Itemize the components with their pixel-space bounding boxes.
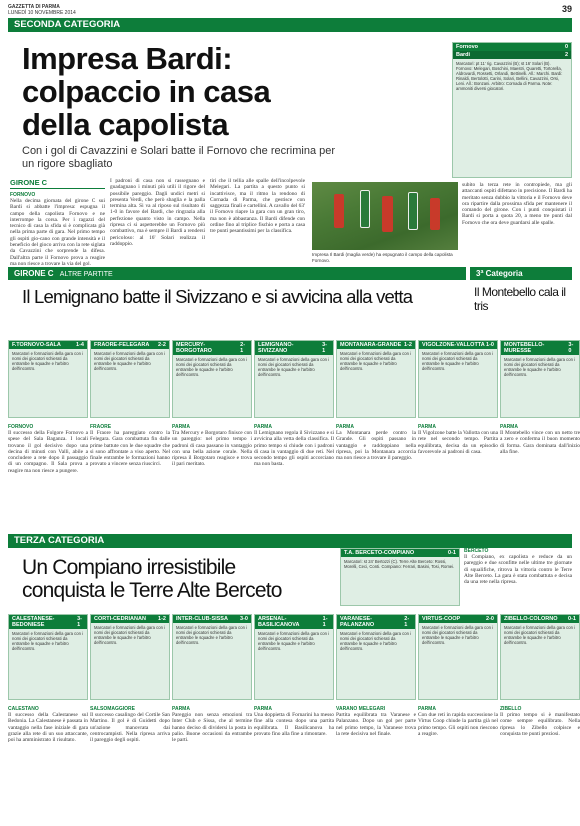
match-box: FRAORE-FELEGARA 2-2 Marcatori e formazioni della gara con i nomi dei giocatori schierati da entrambe le squadre e l'arbitro dell'incontro. — [90, 340, 170, 418]
match-score: 3-0 — [240, 616, 248, 622]
match-name: ZIBELLO-COLORNO — [504, 616, 558, 622]
report-place: VARANO MELEGARI — [336, 706, 386, 712]
match-report — [500, 706, 580, 822]
article-col-2: I padroni di casa non si rassegnano e guadagnano i minuti più utili il rigore del possibile pareggio. Dagli undici metri si presenta Verdi, che però sbaglia e la palla termina alta. Si va al riposo sul risultato di 1-0 in favore del Bardi, che ringrazia alla perfezione quanto visto in campo. Nella ripresa ci si aspetterebbe un Fornovo più combattivo, ma è sempre il Bardi a rendersi pericoloso: al 16' Solari realizza il raddoppio. — [110, 178, 205, 247]
match-report — [418, 424, 498, 528]
match-report — [90, 706, 170, 822]
photo-caption: Impresa Il Bardi (maglia verde) ha espugnato il campo della capolista Fornovo. — [312, 252, 453, 263]
match-box: CORTI-CEDRIANAN 1-2 Marcatori e formazioni della gara con i nomi dei giocatori schierati da entrambe le squadre e l'arbitro dell'incontro. — [90, 614, 170, 700]
match-score: 2-2 — [158, 342, 166, 348]
report-place: PARMA — [500, 424, 518, 430]
section-bar-girone-c: GIRONE C ALTRE PARTITE — [8, 267, 466, 280]
report-text: Pareggio non senza emozioni tra Inter Club e Sissa, che al termine hanno deciso di dividersi la posta in palio. Buone occasioni da entrambe le parti. — [172, 712, 252, 744]
match-score: 2-1 — [404, 616, 410, 628]
match-score: 1-2 — [158, 616, 166, 622]
match-box: MERCURY-BORGOTARO 2-1 Marcatori e formazioni della gara con i nomi dei giocatori schierati da entrambe le squadre e l'arbitro dell'incontro. — [172, 340, 252, 418]
match-box: LEMIGNANO-SIVIZZANO 3-1 Marcatori e formazioni della gara con i nomi dei giocatori schierati da entrambe le squadre e l'arbitro dell'incontro. — [254, 340, 334, 418]
match-score: 2-0 — [486, 616, 494, 622]
headline-montebello: Il Montebello cala il tris — [474, 285, 566, 313]
match-name: MONTEBELLO-MURESSE — [504, 342, 545, 354]
feature-text-berceto: BERCETO Il Compiano, ex capolista e reduce da un pareggio e due sconfitte nelle ultime tre giornate di squalifiche, ritrova la vittoria contro le Terre Alte Berceto. La gara è stata combattuta e decisa da una rete nella ripresa. — [464, 548, 572, 586]
report-place: PARMA — [254, 706, 272, 712]
match-report — [418, 706, 498, 822]
report-text: Partita equilibrata tra Varanese e Palanzano. Dopo un gol per parte nel primo tempo, la Varanese trova la rete decisiva nel finale. — [336, 712, 416, 737]
match-name: VIGOLZONE-VALLOTTA — [422, 342, 485, 348]
report-place: PARMA — [418, 424, 436, 430]
match-box: INTER-CLUB-SISSA 3-0 Marcatori e formazioni della gara con i nomi dei giocatori schierati da entrambe le squadre e l'arbitro dell'incontro. — [172, 614, 252, 700]
match-score: 1-0 — [486, 342, 494, 348]
report-place: SALSOMAGGIORE — [90, 706, 136, 712]
match-report — [336, 706, 416, 822]
match-report — [336, 424, 416, 528]
match-report — [8, 424, 88, 528]
match-name: FRAORE-FELEGARA — [94, 342, 150, 348]
masthead-date: LUNEDÌ 10 NOVEMBRE 2014 — [8, 10, 76, 16]
match-report — [90, 424, 170, 528]
article-col-4: subito la terza rete in contropiede, ma gli attaccanti ospiti difettano in precisione. Il Bardi ha meritato senza dubbio la vittoria e il Fornovo deve ora ripartire dalla prossima sfida per mantenere il comando del girone. Con i punti conquistati il Bardi si porta a quota 20, a meno tre punti dal Fornovo che ora deve guardarsi alle spalle. — [462, 182, 572, 226]
match-name: CORTI-CEDRIANAN — [94, 616, 146, 622]
report-text: Il Lemignano regola il Sivizzano e si avvicina alla vetta della classifica. Il primo tempo si chiude con i padroni di casa in vantaggio di due reti. Nel secondo tempo gli ospiti accorciano ma non basta. — [254, 430, 334, 468]
match-score: 1-4 — [76, 342, 84, 348]
report-text: Il primo tempo si è manifestato come sempre equilibrato. Nella ripresa lo Zibello colpisce e conquista tre punti preziosi. — [500, 712, 580, 737]
section-label: SECONDA CATEGORIA — [14, 19, 121, 30]
report-place: FORNOVO — [8, 424, 34, 430]
match-name: VARANESE-PALANZANO — [340, 616, 375, 628]
match-report — [8, 706, 88, 822]
match-box: CALESTANESE-BEDONIESE 3-1 Marcatori e formazioni della gara con i nomi dei giocatori schierati da entrambe le squadre e l'arbitro dell'incontro. — [8, 614, 88, 700]
headline-lemignano: Il Lemignano batte il Sivizzano e si avvicina alla vetta — [22, 286, 413, 307]
report-text: Il successo della Calestanese sul Bedonia. La Calestanese è passata in vantaggio nella fase iniziale di gara grazie alla rete di un suo attaccante, poi ha amministrato il risultato. — [8, 712, 88, 744]
report-place: PARMA — [172, 424, 190, 430]
score-box-fornovo-bardi: Fornovo 0 Bardi 2 Marcatori: pt 11' rig. Cavazzini (B); st 16' Solari (B). Fornovo: Melegari, Boschini, Maestri, Quaretti, Tortorella, Aldrovardi, Rossetti, Orlandi, Bettinelli. All.: Marchi. Bardi: Rinaldi, Bertolotti, Carini, Solari, Bellini, Cavazzini, Orsi, Leni. All.: Bonzani. Arbitro: Cornada di Parma. Note: ammoniti diversi giocatori. — [452, 42, 572, 178]
match-score: 1-1 — [322, 616, 328, 628]
match-report — [500, 424, 580, 528]
report-text: Con due reti in rapida successione la Virtus Coop chiude la partita già nel primo tempo. Gli ospiti non riescono a reagire. — [418, 712, 498, 737]
report-place: CALESTANO — [8, 706, 39, 712]
report-text: Il successo della Folgore Fornovo a spese del Sala Baganza. I locali trovano il gol decisivo dopo una decina di minuti con Valli, abile a concludere a rete dopo il passaggio di un compagno. Il Sala prova a reagire ma non riesce a pungere. — [8, 430, 88, 474]
match-box: ZIBELLO-COLORNO 0-1 Marcatori e formazioni della gara con i nomi dei giocatori schierati da entrambe le squadre e l'arbitro dell'incontro. — [500, 614, 580, 700]
match-score: 3-1 — [322, 342, 328, 354]
match-name: ARSENAL-BASILICANOVA — [258, 616, 300, 628]
match-report — [172, 706, 252, 822]
main-subhead: Con i gol di Cavazzini e Solari batte il Fornovo che recrimina per un rigore sbagliato — [22, 145, 336, 170]
match-box: F.TORNOVO-SALA 1-4 Marcatori e formazioni della gara con i nomi dei giocatori schierati da entrambe le squadre e l'arbitro dell'incontro. — [8, 340, 88, 418]
masthead-paper: GAZZETTA DI PARMA — [8, 4, 60, 10]
section-bar-seconda — [8, 18, 572, 32]
match-score: 1-2 — [404, 342, 412, 348]
match-box: MONTEBELLO-MURESSE 3-0 Marcatori e formazioni della gara con i nomi dei giocatori schierati da entrambe le squadre e l'arbitro dell'incontro. — [500, 340, 580, 418]
match-name: MONTANARA-GRANDE — [340, 342, 402, 348]
match-score: 2-1 — [240, 342, 246, 354]
masthead — [8, 4, 572, 16]
match-report — [254, 706, 334, 822]
score-box-berceto-compiano: T.A. BERCETO-COMPIANO 0-1 Marcatori: st 24' Bertozzi (C). Terre Alte Berceto: Rossi, Morelli, Ceci, Conti. Compiano: Ferrari, Basini, Tosi, Romei. — [340, 548, 460, 606]
match-score: 3-1 — [77, 616, 82, 628]
page-number: 39 — [561, 4, 572, 14]
main-headline: Impresa Bardi: colpaccio in casa della capolista — [22, 41, 271, 142]
article-col-3: tiri che il tellia alle spalle dell'incolpevole Melegari. La partita a questo punto si incattivisce, ma il ritmo la rendono di Cornada di Parma, che gestisce con saggezza finali e cartellini. A cavallo del 63' il Fornovo riapre la gara con un gran tiro, ma non è abbastanza. Il Bardi difende con ordine fino al triplice fischio e porta a casa tre punti pesantissimi per la classifica. — [210, 178, 305, 235]
section-bar-terza: TERZA CATEGORIA — [8, 534, 572, 548]
match-report — [254, 424, 334, 528]
match-box: VIGOLZONE-VALLOTTA 1-0 Marcatori e formazioni della gara con i nomi dei giocatori schierati da entrambe le squadre e l'arbitro dell'incontro. — [418, 340, 498, 418]
match-name: INTER-CLUB-SISSA — [176, 616, 228, 622]
match-name: CALESTANESE-BEDONIESE — [12, 616, 55, 628]
report-text: Una doppietta di Fornarini ha messo fine alla contesa dopo una partita equilibrata. Il Basilicanova ha provato fino alla fine a rimontare. — [254, 712, 334, 737]
match-report — [172, 424, 252, 528]
report-text: Il Vigolzone batte la Vallotta con una rete nel secondo tempo. Partita equilibrata, decisa da un episodio favorevole ai padroni di casa. — [418, 430, 499, 455]
match-photo — [312, 182, 458, 250]
report-text: Il Montebello vince con un netto tre a zero e conferma il buon momento di forma. Gara dominata dall'inizio alla fine. — [500, 430, 580, 455]
match-name: VIRTUS-COOP — [422, 616, 461, 622]
match-score: 0-1 — [568, 616, 576, 622]
match-name: MERCURY-BORGOTARO — [176, 342, 212, 354]
headline-compiano: Un Compiano irresistibile conquista le Terre Alte Berceto — [22, 556, 282, 602]
report-place: PARMA — [254, 424, 272, 430]
report-text: Il successo casalingo del Cortile San Martino. Il gol è di Guidetti dopo un'azione manovrata dai centrocampisti. Nella ripresa arriva il pareggio degli ospiti. — [90, 712, 170, 744]
report-text: La Montanara perde contro la Grande. Gli ospiti passano in vantaggio e raddoppiano nella ripresa, poi la Montanara accorcia ma non riesce a trovare il pareggio. — [336, 430, 416, 462]
report-place: ZIBELLO — [500, 706, 522, 712]
girone-label: GIRONE C — [10, 178, 48, 187]
report-place: PARMA — [172, 706, 190, 712]
match-box: VARANESE-PALANZANO 2-1 Marcatori e formazioni della gara con i nomi dei giocatori schierati da entrambe le squadre e l'arbitro dell'incontro. — [336, 614, 416, 700]
match-box: MONTANARA-GRANDE 1-2 Marcatori e formazioni della gara con i nomi dei giocatori schierati da entrambe le squadre e l'arbitro dell'incontro. — [336, 340, 416, 418]
report-place: PARMA — [418, 706, 436, 712]
report-place: PARMA — [336, 424, 354, 430]
report-text: Tra Mercury e Borgotaro finisce con un pareggio: nel primo tempo i padroni di casa passano in vantaggio con una bella azione corale. Nella ripresa il Borgotaro reagisce e trova il pari meritato. — [172, 430, 252, 468]
match-box: VIRTUS-COOP 2-0 Marcatori e formazioni della gara con i nomi dei giocatori schierati da entrambe le squadre e l'arbitro dell'incontro. — [418, 614, 498, 700]
report-text: Il Fraore ha pareggiato contro la Felegara. Gara combattuta fin dalle prime battute con le due squadre che si sono affrontate a viso aperto. Nel finale entrambe le formazioni hanno provato a vincere senza riuscirci. — [90, 430, 170, 468]
match-name: F.TORNOVO-SALA — [12, 342, 61, 348]
report-place: FRAORE — [90, 424, 112, 430]
match-box: ARSENAL-BASILICANOVA 1-1 Marcatori e formazioni della gara con i nomi dei giocatori schierati da entrambe le squadre e l'arbitro dell'incontro. — [254, 614, 334, 700]
article-col-1: FORNOVO Nella decima giornata del girone C sui Bardi si abbatte l'impresa: espugna il campo della capolista Fornovo e ne interrompe la corsa. Per i ragazzi del tecnico di casa la sfida si è complicata già nella prima parte di gara. Nel primo tempo gli ospiti gio-cano con grande intensità e il beneficio del gioco arriva con la rete siglata da Cavazzini che sorprende la difesa. Dall'altra parte il Fornovo prova a reagire ma non riesce a trovare la via del gol. — [10, 192, 105, 267]
section-bar-terza-side: 3ª Categoria — [470, 267, 572, 280]
match-score: 3-0 — [568, 342, 574, 354]
match-name: LEMIGNANO-SIVIZZANO — [258, 342, 294, 354]
